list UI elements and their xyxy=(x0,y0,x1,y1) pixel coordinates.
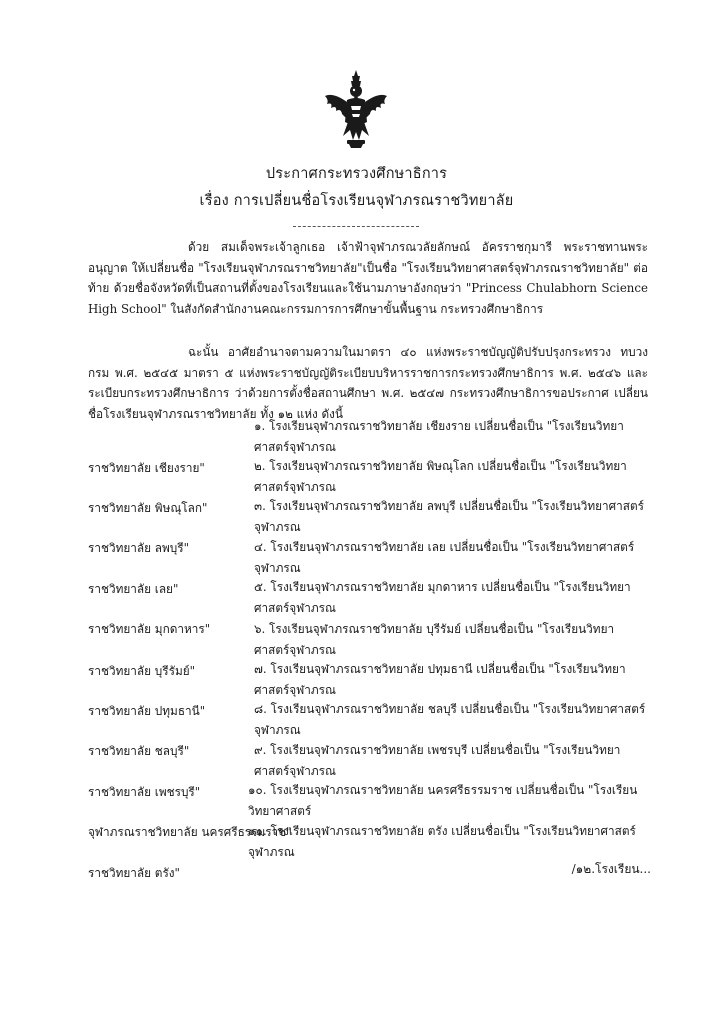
list-item-line2: ราชวิทยาลัย ตรัง" xyxy=(88,866,180,880)
list-item-line1: ๖. โรงเรียนจุฬาภรณราชวิทยาลัย บุรีรัมย์ เปลี่ยนชื่อเป็น "โรงเรียนวิทยาศาสตร์จุฬาภรณ xyxy=(254,622,615,657)
list-item-line2: ราชวิทยาลัย เพชรบุรี" xyxy=(88,785,201,799)
list-item-line2: ราชวิทยาลัย มุกดาหาร" xyxy=(88,622,211,636)
list-item-line2: ราชวิทยาลัย ปทุมธานี" xyxy=(88,704,206,718)
list-item-line2: ราชวิทยาลัย เชียงราย" xyxy=(88,461,205,475)
list-item-line2: ราชวิทยาลัย เลย" xyxy=(88,582,179,596)
list-item-line2: จุฬาภรณราชวิทยาลัย นครศรีธรรมราช" xyxy=(88,825,292,839)
document-title: ประกาศกระทรวงศึกษาธิการ xyxy=(265,166,448,182)
document-subject: เรื่อง การเปลี่ยนชื่อโรงเรียนจุฬาภรณราชวิทยาลัย xyxy=(199,193,514,209)
page-continuation: /๑๒.โรงเรียน... xyxy=(571,862,651,876)
body-paragraph-1: ด้วย สมเด็จพระเจ้าลูกเธอ เจ้าฟ้าจุฬาภรณวลัยลักษณ์ อัครราชกุมารี พระราชทานพระอนุญาต ให้เปลี่ยนชื่อ "โรงเรียนจุฬาภรณราชวิทยาลัย"เป็นชื่อ "โรงเรียนวิทยาศาสตร์จุฬาภรณราชวิทยาลัย" ต่อท้าย ด้วยชื่อจังหวัดที่เป็นสถานที่ตั้งของโรงเรียนและใช้นามภาษาอังกฤษว่า "Princess Chulabhorn Science High School" ในสังกัดสำนักงานคณะกรรมการการศึกษาขั้นพื้นฐาน กระทรวงศึกษาธิการ xyxy=(88,240,648,316)
title-divider xyxy=(293,226,419,227)
list-item-line1: ๒. โรงเรียนจุฬาภรณราชวิทยาลัย พิษณุโลก เปลี่ยนชื่อเป็น "โรงเรียนวิทยาศาสตร์จุฬาภรณ xyxy=(254,459,627,494)
list-item-line1: ๙. โรงเรียนจุฬาภรณราชวิทยาลัย เพชรบุรี เปลี่ยนชื่อเป็น "โรงเรียนวิทยาศาสตร์จุฬาภรณ xyxy=(254,743,621,778)
list-item-line1: ๓. โรงเรียนจุฬาภรณราชวิทยาลัย ลพบุรี เปลี่ยนชื่อเป็น "โรงเรียนวิทยาศาสตร์จุฬาภรณ xyxy=(254,499,644,534)
garuda-emblem-icon xyxy=(323,70,389,148)
list-item-line2: ราชวิทยาลัย บุรีรัมย์" xyxy=(88,664,196,678)
list-item xyxy=(88,821,648,884)
list-item-line1: ๑. โรงเรียนจุฬาภรณราชวิทยาลัย เชียงราย เปลี่ยนชื่อเป็น "โรงเรียนวิทยาศาสตร์จุฬาภรณ xyxy=(254,419,624,454)
list-item-line1: ๘. โรงเรียนจุฬาภรณราชวิทยาลัย ชลบุรี เปลี่ยนชื่อเป็น "โรงเรียนวิทยาศาสตร์จุฬาภรณ xyxy=(254,702,646,737)
list-item-line2: ราชวิทยาลัย ลพบุรี" xyxy=(88,541,190,555)
list-item-line1: ๕. โรงเรียนจุฬาภรณราชวิทยาลัย มุกดาหาร เปลี่ยนชื่อเป็น "โรงเรียนวิทยาศาสตร์จุฬาภรณ xyxy=(254,580,631,615)
body-paragraph-2: ฉะนั้น อาศัยอำนาจตามความในมาตรา ๔๐ แห่งพระราชบัญญัติปรับปรุงกระทรวง ทบวง กรม พ.ศ. ๒๕๔๕ มาตรา ๕ แห่งพระราชบัญญัติระเบียบบริหารราชการกระทรวงศึกษาธิการ พ.ศ. ๒๕๔๖ และระเบียบกระทรวงศึกษาธิการ ว่าด้วยการตั้งชื่อสถานศึกษา พ.ศ. ๒๕๔๗ กระทรวงศึกษาธิการขอประกาศ เปลี่ยนชื่อโรงเรียนจุฬาภรณราชวิทยาลัย ทั้ง ๑๒ แห่ง ดังนี้ xyxy=(88,345,648,421)
list-item-line1: ๑๑. โรงเรียนจุฬาภรณราชวิทยาลัย ตรัง เปลี่ยนชื่อเป็น "โรงเรียนวิทยาศาสตร์จุฬาภรณ xyxy=(248,824,636,859)
list-item-line2: ราชวิทยาลัย ชลบุรี" xyxy=(88,744,190,758)
list-item-line1: ๗. โรงเรียนจุฬาภรณราชวิทยาลัย ปทุมธานี เปลี่ยนชื่อเป็น "โรงเรียนวิทยาศาสตร์จุฬาภรณ xyxy=(254,662,626,697)
list-item-line1: ๑๐. โรงเรียนจุฬาภรณราชวิทยาลัย นครศรีธรรมราช เปลี่ยนชื่อเป็น "โรงเรียนวิทยาศาสตร์ xyxy=(248,783,638,818)
list-item-line2: ราชวิทยาลัย พิษณุโลก" xyxy=(88,501,208,515)
list-item-line1: ๔. โรงเรียนจุฬาภรณราชวิทยาลัย เลย เปลี่ยนชื่อเป็น "โรงเรียนวิทยาศาสตร์จุฬาภรณ xyxy=(254,540,635,575)
